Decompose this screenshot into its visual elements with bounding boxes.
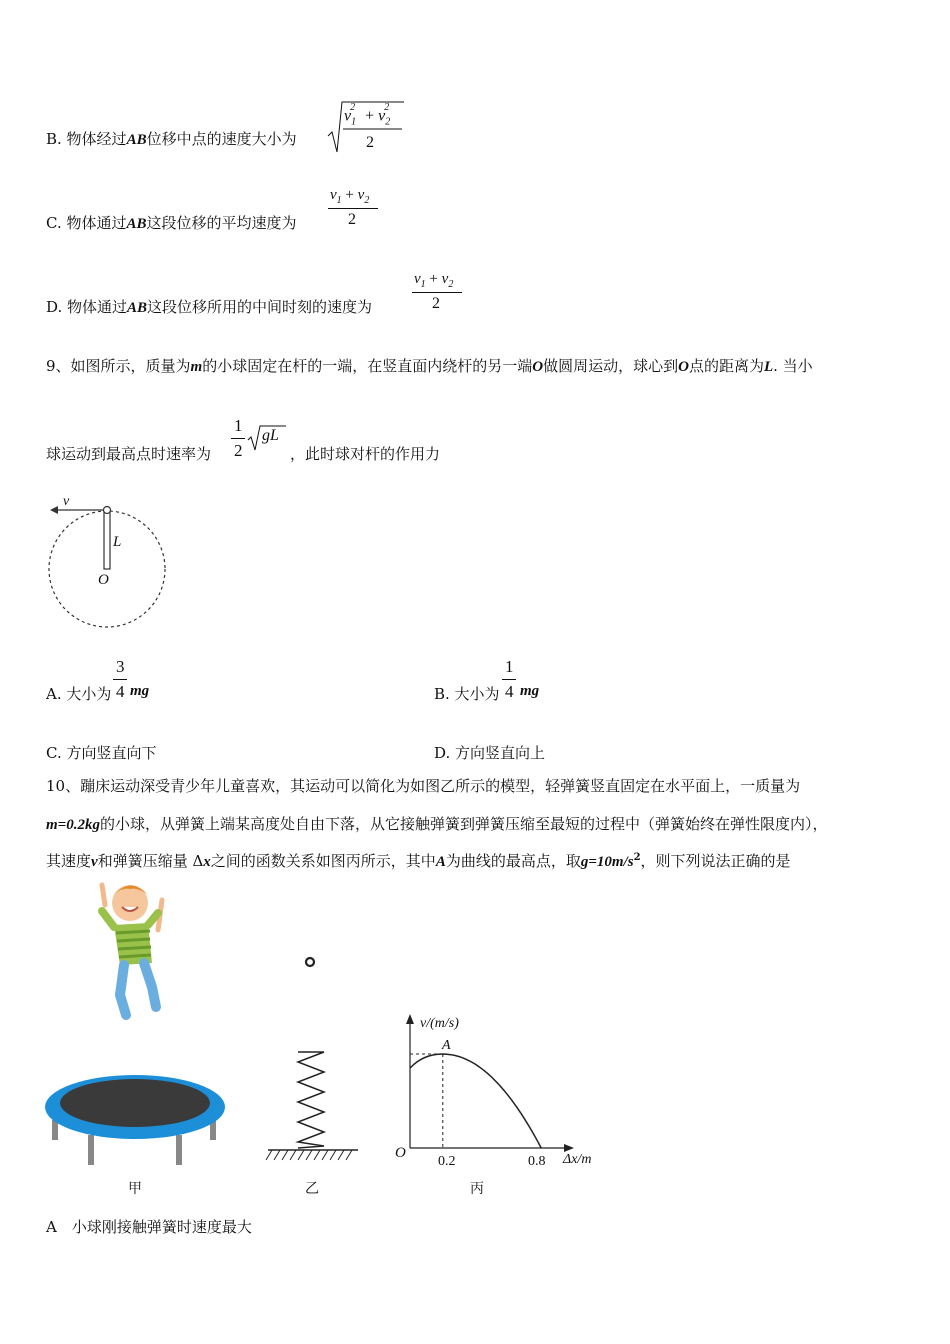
- option-a-prefix: A. 大小为: [46, 685, 112, 703]
- circular-motion-figure: [40, 495, 220, 635]
- fraction-numerator: 1: [234, 416, 243, 435]
- option-d-denominator: 2: [432, 295, 440, 312]
- option-c-text: [46, 212, 297, 233]
- series-line: [410, 1054, 541, 1148]
- v-symbol: v: [378, 107, 386, 125]
- y-axis-label: v/(m/s): [420, 1016, 459, 1031]
- v-symbol: v: [344, 107, 352, 125]
- option-d-numerator: [414, 271, 453, 290]
- option-d-text: [46, 296, 372, 317]
- option-b-text: [46, 128, 297, 149]
- peak-label: A: [442, 1038, 451, 1053]
- text: ，则下列说法正确的是: [640, 852, 791, 870]
- option-c-prefix: C. 物体通过: [46, 214, 127, 232]
- fraction-bar: [231, 438, 245, 439]
- sub: 2: [364, 195, 370, 206]
- fraction-bar: [328, 208, 378, 209]
- origin-label: O: [98, 572, 109, 588]
- v-symbol: v: [441, 271, 449, 287]
- question-10-line-2: [46, 813, 827, 834]
- v-symbol: v: [357, 187, 365, 203]
- x-symbol: x: [203, 854, 211, 870]
- child-trampoline-figure: [40, 875, 240, 1175]
- ab-label: AB: [127, 300, 148, 316]
- sub: 1: [420, 279, 426, 290]
- option-d-suffix: 这段位移所用的中间时刻的速度为: [147, 298, 373, 316]
- ground-hatching: [266, 1150, 352, 1160]
- sub: 1: [351, 116, 357, 128]
- option-d: D. 方向竖直向上: [434, 744, 546, 762]
- question-10-line-3: [46, 850, 791, 871]
- plus: +: [365, 107, 375, 125]
- fraction-bar: [502, 679, 516, 680]
- v-symbol: v: [414, 271, 421, 287]
- x-axis-label: Δx/m: [563, 1152, 592, 1167]
- ab-label: AB: [126, 216, 147, 232]
- length-symbol: L: [763, 359, 774, 375]
- option-d-prefix: D. 物体通过: [46, 298, 128, 316]
- g-value: g=10m/s: [580, 854, 634, 870]
- fraction-numerator: 3: [116, 657, 125, 676]
- sub: 1: [336, 195, 342, 206]
- question-10-option-a: A 小球刚接触弹簧时速度最大: [46, 1218, 252, 1236]
- ball: [306, 958, 314, 966]
- question-9-line-2: [46, 443, 211, 464]
- option-b: [434, 683, 500, 704]
- text: 做圆周运动，球心到: [543, 357, 679, 375]
- velocity-label: v: [63, 494, 70, 509]
- option-c: C. 方向竖直向下: [46, 744, 157, 762]
- x-tick-label: 0.2: [438, 1154, 456, 1169]
- option-b-denominator: 2: [366, 134, 374, 151]
- child-illustration: [102, 885, 162, 1015]
- mass-symbol: m: [190, 359, 203, 375]
- sup: 2: [384, 102, 390, 113]
- mg-symbol: mg: [130, 683, 150, 699]
- sup: 2: [350, 102, 356, 113]
- fraction-denominator: 4: [116, 682, 125, 701]
- plus: +: [429, 271, 438, 287]
- ball: [104, 507, 111, 514]
- text: 点的距离为: [688, 357, 764, 375]
- o-symbol: O: [678, 359, 689, 375]
- option-b-numerator: [344, 102, 395, 128]
- text: 球运动到最高点时速率为: [46, 445, 212, 463]
- text: 和弹簧压缩量 Δ: [97, 852, 204, 870]
- v-symbol: v: [91, 854, 98, 870]
- mass-value: m=0.2kg: [46, 817, 100, 833]
- velocity-compression-chart: [392, 1010, 612, 1170]
- mg-symbol: mg: [520, 683, 540, 699]
- option-a: [46, 683, 111, 704]
- figure-label-jia: 甲: [128, 1181, 142, 1197]
- question-9-line-2-suffix: ，此时球对杆的作用力: [290, 445, 441, 463]
- text: 之间的函数关系如图丙所示，其中: [210, 852, 436, 870]
- sup: 2: [633, 852, 641, 863]
- origin-label: O: [395, 1145, 406, 1161]
- question-9-line-1: [46, 355, 813, 376]
- fraction-denominator: 4: [505, 682, 514, 701]
- o-symbol: O: [532, 359, 544, 375]
- text: 其速度: [46, 852, 92, 870]
- option-b-prefix: B. 物体经过: [46, 130, 127, 148]
- a-symbol: A: [435, 854, 446, 870]
- figure-label-yi: 乙: [305, 1181, 319, 1197]
- option-c-denominator: 2: [348, 211, 356, 228]
- figure-label-bing: 丙: [470, 1181, 484, 1197]
- ab-label: AB: [126, 132, 147, 148]
- spring-ball-figure: [262, 950, 382, 1170]
- option-b-prefix: B. 大小为: [434, 685, 500, 703]
- text: 的小球固定在杆的一端，在竖直面内绕杆的另一端: [202, 357, 533, 375]
- fraction-denominator: 2: [234, 441, 243, 460]
- sub: 2: [385, 116, 391, 128]
- fraction-numerator: 1: [505, 657, 514, 676]
- text: . 当小: [773, 357, 813, 375]
- trampoline-illustration: [45, 1075, 225, 1165]
- option-c-numerator: [330, 187, 369, 206]
- option-b-suffix: 位移中点的速度大小为: [146, 130, 297, 148]
- plus: +: [345, 187, 354, 203]
- text: 的小球，从弹簧上端某高度处自由下落，从它接触弹簧到弹簧压缩至最短的过程中（弹簧始终在弹性限度内），: [99, 815, 828, 833]
- x-axis-arrow-icon: [564, 1144, 574, 1152]
- option-c-suffix: 这段位移的平均速度为: [146, 214, 297, 232]
- rod: [104, 511, 110, 569]
- text: 为曲线的最高点，取: [445, 852, 581, 870]
- v-symbol: v: [330, 187, 337, 203]
- fraction-bar: [412, 292, 462, 293]
- spring: [298, 1052, 324, 1148]
- sub: 2: [448, 279, 454, 290]
- sqrt-content: gL: [262, 427, 279, 444]
- fraction-bar: [113, 679, 127, 680]
- y-axis-arrow-icon: [406, 1014, 414, 1024]
- x-tick-label: 0.8: [528, 1154, 546, 1169]
- text: 9、如图所示，质量为: [46, 357, 191, 375]
- question-10-line-1: 10、蹦床运动深受青少年儿童喜欢，其运动可以简化为如图乙所示的模型，轻弹簧竖直固定在水平面上，一质量为: [46, 777, 801, 795]
- length-label: L: [113, 534, 122, 550]
- arrowhead-icon: [50, 506, 58, 514]
